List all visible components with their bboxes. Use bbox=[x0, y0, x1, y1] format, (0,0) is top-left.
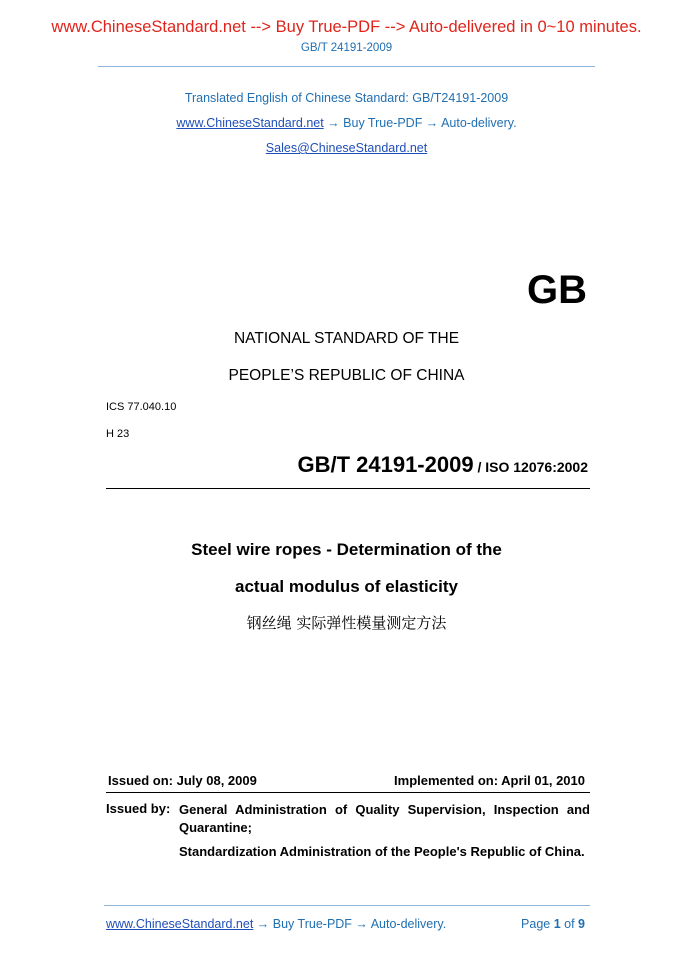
issued-by-label: Issued by: bbox=[106, 801, 171, 816]
standard-separator: / bbox=[473, 459, 486, 475]
standard-number: GB/T 24191-2009 bbox=[297, 452, 474, 477]
footer-buy-line bbox=[106, 917, 446, 931]
header-standard-code: GB/T 24191-2009 bbox=[300, 42, 393, 54]
gb-mark: GB bbox=[527, 268, 587, 312]
sales-email-link[interactable]: Sales@ChineseStandard.net bbox=[265, 141, 428, 155]
national-standard-line1: NATIONAL STANDARD OF THE bbox=[233, 330, 460, 347]
issuer-org-2: Standardization Administration of the People's Republic of China. bbox=[179, 844, 585, 859]
page-indicator bbox=[521, 917, 585, 931]
ics-code: ICS 77.040.10 bbox=[106, 401, 177, 413]
issued-on-date: Issued on: July 08, 2009 bbox=[108, 773, 257, 788]
buy-line-text: → Buy True-PDF → Auto-delivery. bbox=[323, 116, 517, 130]
footer-site-link[interactable]: www.ChineseStandard.net bbox=[106, 917, 254, 931]
title-en-line1: Steel wire ropes - Determination of the bbox=[191, 540, 502, 559]
header-divider bbox=[98, 66, 595, 67]
buy-line bbox=[0, 116, 693, 130]
standard-number-line bbox=[297, 452, 588, 478]
site-link[interactable]: www.ChineseStandard.net bbox=[176, 116, 324, 130]
iso-equivalent: ISO 12076:2002 bbox=[485, 459, 588, 475]
footer-divider bbox=[104, 905, 590, 906]
implemented-on-date: Implemented on: April 01, 2010 bbox=[394, 773, 585, 788]
issuer-org-1: General Administration of Quality Supervision, Inspection and Quarantine; bbox=[179, 802, 590, 835]
page-label: Page bbox=[521, 917, 554, 931]
page-total: 9 bbox=[578, 917, 585, 931]
page-of: of bbox=[560, 917, 579, 931]
title-cn: 钢丝绳 实际弹性模量测定方法 bbox=[246, 614, 447, 632]
title-en-line2: actual modulus of elasticity bbox=[235, 577, 458, 596]
footer-buy-text: → Buy True-PDF → Auto-delivery. bbox=[253, 917, 447, 931]
classification-code: H 23 bbox=[106, 428, 130, 440]
page-current: 1 bbox=[553, 917, 561, 931]
email-line bbox=[0, 141, 693, 155]
title-rule bbox=[106, 488, 590, 489]
top-banner[interactable]: www.ChineseStandard.net --> Buy True-PDF --> Auto-delivered in 0~10 minutes. bbox=[51, 18, 642, 36]
translation-note: Translated English of Chinese Standard: GB/T24191-2009 bbox=[184, 91, 509, 105]
national-standard-line2: PEOPLE’S REPUBLIC OF CHINA bbox=[228, 367, 465, 384]
dates-rule bbox=[106, 792, 590, 793]
